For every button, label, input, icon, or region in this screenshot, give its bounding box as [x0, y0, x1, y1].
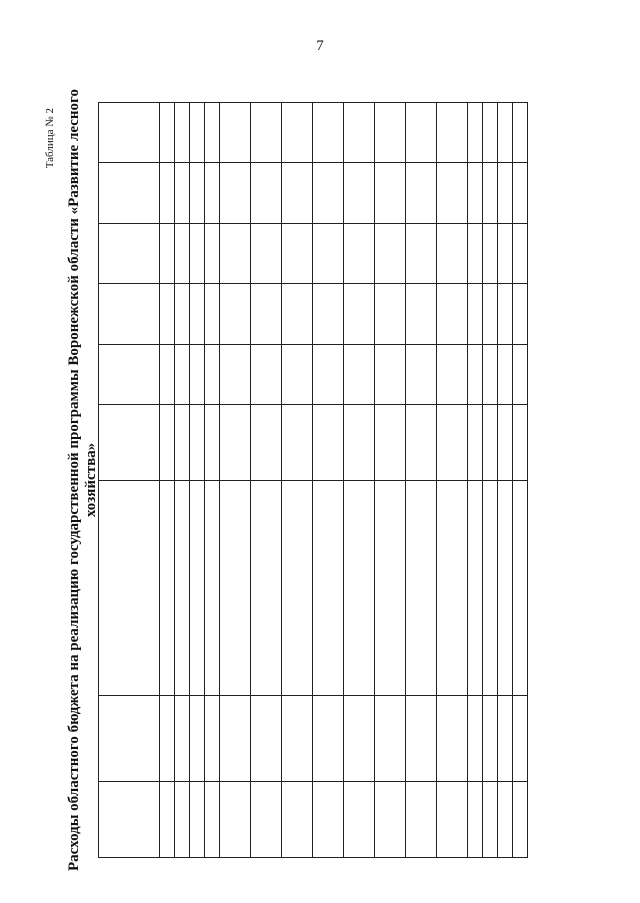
table-row — [175, 103, 190, 858]
table-row — [513, 103, 528, 858]
table-row — [375, 103, 406, 858]
table-row — [251, 103, 282, 858]
table-caption: Таблица № 2 — [44, 108, 56, 169]
table-row — [313, 103, 344, 858]
table-row — [190, 103, 205, 858]
page-number: 7 — [316, 38, 324, 54]
table-row — [220, 103, 251, 858]
table-row — [344, 103, 375, 858]
rotated-page — [40, 80, 600, 880]
header-row — [99, 103, 160, 858]
table-row — [160, 103, 175, 858]
table-row — [437, 103, 468, 858]
table-row — [483, 103, 498, 858]
table-row — [406, 103, 437, 858]
table-row — [468, 103, 483, 858]
table-row — [205, 103, 220, 858]
document-title: Расходы областного бюджета на реализацию государственной программы Воронежской области «Развитие лесного хозяйства» — [66, 89, 99, 871]
table-row — [498, 103, 513, 858]
table-row — [282, 103, 313, 858]
budget-table — [98, 102, 528, 858]
